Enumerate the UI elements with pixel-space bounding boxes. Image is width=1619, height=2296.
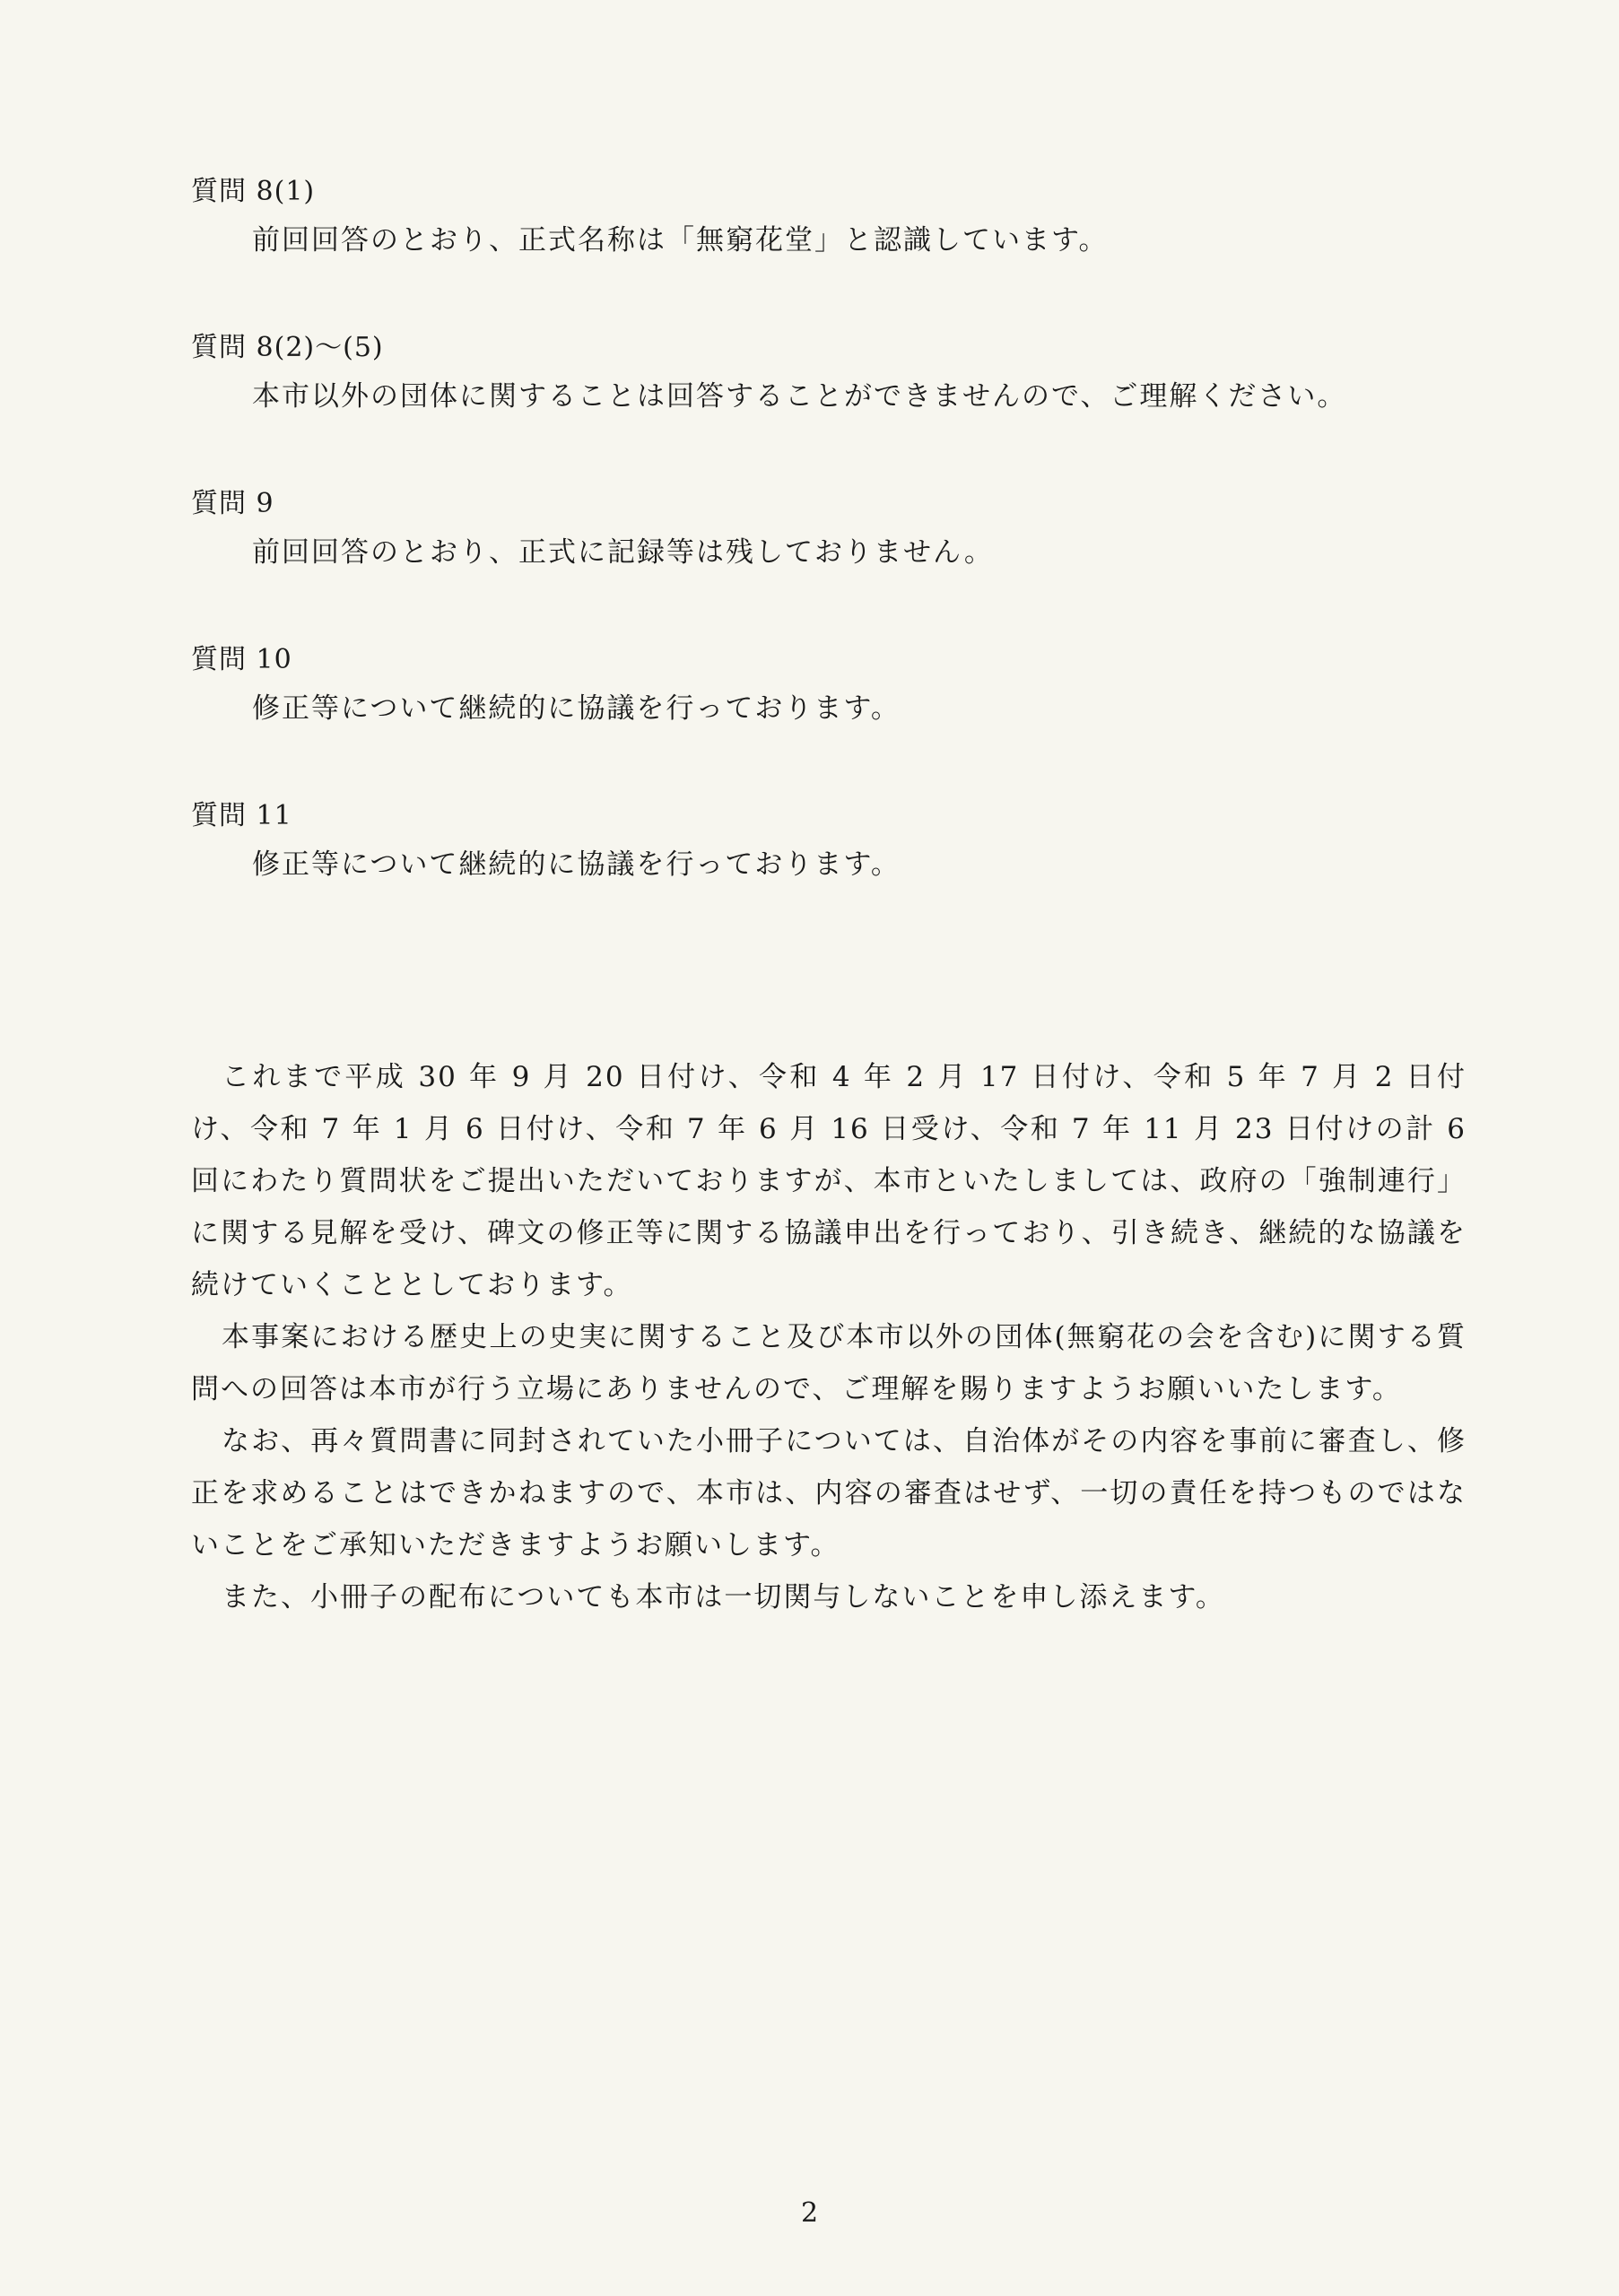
question-block — [191, 172, 1465, 260]
question-label: 質問 8(1) — [191, 176, 316, 207]
answer-text: 本市以外の団体に関することは回答することができませんので、ご理解ください。 — [252, 380, 1347, 413]
answer-text: 修正等について継続的に協議を行っております。 — [252, 692, 901, 725]
summary-section — [191, 1051, 1467, 1623]
question-label: 質問 8(2)～(5) — [191, 332, 384, 363]
answer-text: 前回回答のとおり、正式名称は「無窮花堂」と認識しています。 — [252, 224, 1109, 257]
summary-paragraph: また、小冊子の配布についても本市は一切関与しないことを申し添えます。 — [222, 1581, 1225, 1613]
summary-paragraph: これまで平成 30 年 9 月 20 日付け、令和 4 年 2 月 17 日付け、令和 5 年 7 月 2 日付け、令和 7 年 1 月 6 日付け、令和 7 年 6 月 16 日受け、令和 7 年 11 月 23 日付けの計 6 回にわたり質問状をご提出いただいておりますが、本市といたしましては、政府の「強制連行」に関する見解を受け、碑文の修正等に関する協議申出を行っており、引き続き、継続的な協議を続けていくこととしております。 — [191, 1061, 1467, 1301]
summary-paragraph: なお、再々質問書に同封されていた小冊子については、自治体がその内容を事前に審査し、修正を求めることはできかねますので、本市は、内容の審査はせず、一切の責任を持つものではないことをご承知いただきますようお願いします。 — [191, 1425, 1467, 1561]
question-block — [191, 484, 1465, 572]
question-label: 質問 9 — [191, 488, 274, 519]
question-block — [191, 796, 1465, 884]
question-label: 質問 10 — [191, 644, 292, 675]
answer-text: 前回回答のとおり、正式に記録等は残しておりません。 — [252, 536, 994, 569]
question-block — [191, 328, 1465, 416]
summary-paragraph: 本事案における歴史上の史実に関すること及び本市以外の団体(無窮花の会を含む)に関する質問への回答は本市が行う立場にありませんので、ご理解を賜りますようお願いいたします。 — [191, 1321, 1467, 1405]
answer-text: 修正等について継続的に協議を行っております。 — [252, 848, 901, 881]
question-label: 質問 11 — [191, 800, 292, 831]
page-number: 2 — [800, 2197, 819, 2229]
question-block — [191, 640, 1465, 728]
